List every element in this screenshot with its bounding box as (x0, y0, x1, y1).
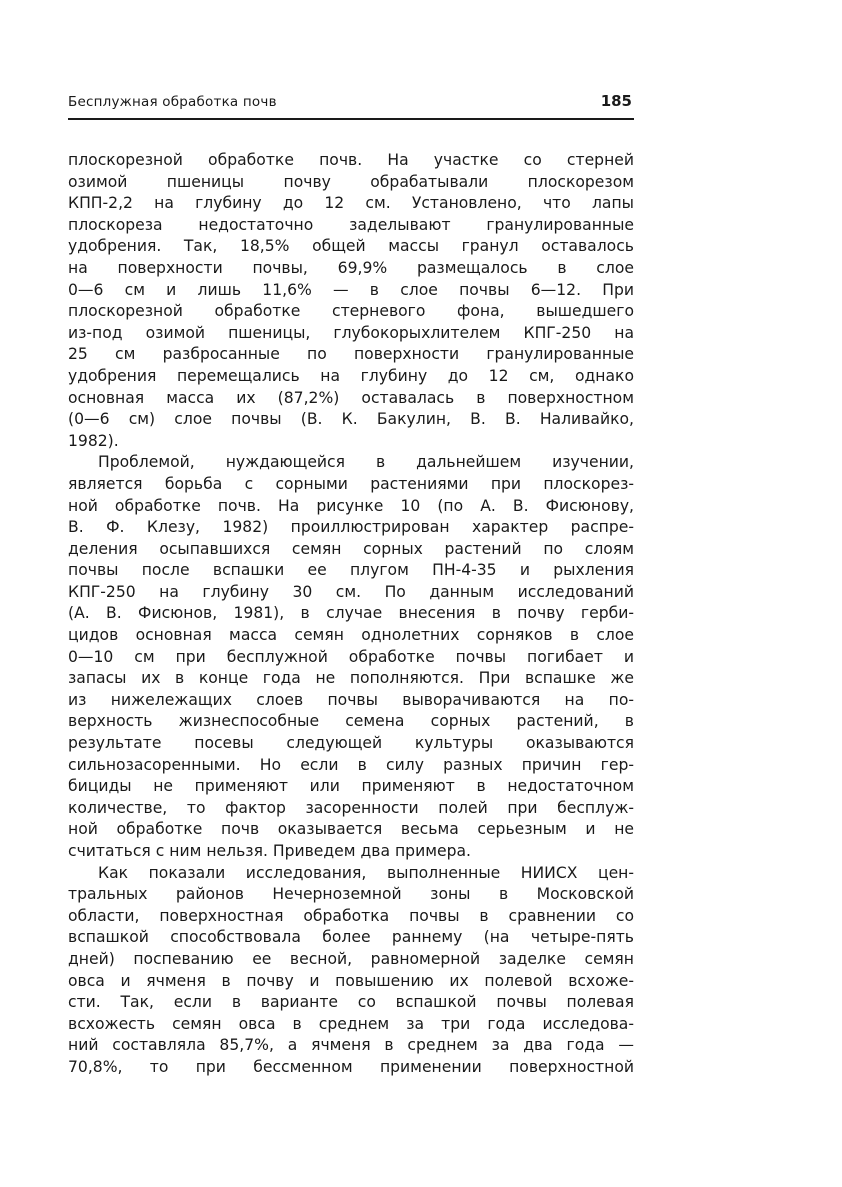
text-line: ной обработке почв. На рисунке 10 (по А. В. Фисюнову, (68, 496, 634, 515)
text-line: Как показали исследования, выполненные НИИСХ цен- (98, 863, 634, 882)
text-line: вспашкой способствовала более раннему (на четыре-пять (68, 928, 634, 947)
text-line: на поверхности почвы, 69,9% размещалось в слое (68, 258, 634, 277)
text-line: (А. В. Фисюнов, 1981), в случае внесения в почву герби- (68, 604, 634, 623)
text-line: запасы их в конце года не пополняются. При вспашке же (68, 669, 634, 688)
body-text (68, 150, 634, 1079)
text-line: ной обработке почв оказывается весьма серьезным и не (68, 820, 634, 839)
text-line: тральных районов Нечерноземной зоны в Московской (68, 885, 634, 904)
text-line: является борьба с сорными растениями при плоскорез- (68, 474, 634, 493)
text-line: области, поверхностная обработка почвы в сравнении со (68, 906, 634, 925)
text-line: удобрения. Так, 18,5% общей массы гранул оставалось (68, 237, 634, 256)
text-line: 25 см разбросанные по поверхности гранулированные (68, 345, 634, 364)
text-line: ний составляла 85,7%, а ячменя в среднем за два года — (68, 1036, 634, 1055)
text-line: удобрения перемещались на глубину до 12 см, однако (68, 366, 634, 385)
text-line: сильнозасоренными. Но если в силу разных причин гер- (68, 755, 634, 774)
text-line: В. Ф. Клезу, 1982) проиллюстрирован характер распре- (68, 518, 634, 537)
text-line: деления осыпавшихся семян сорных растений по слоям (68, 539, 634, 558)
text-line: основная масса их (87,2%) оставалась в поверхностном (68, 388, 634, 407)
text-line: КПГ-250 на глубину 30 см. По данным исследований (68, 582, 634, 601)
text-line: плоскорезной обработке почв. На участке со стерней (68, 151, 634, 169)
text-line: сти. Так, если в варианте со вспашкой почвы полевая (68, 993, 634, 1012)
text-line: считаться с ним нельзя. Приведем два примера. (68, 842, 471, 860)
text-line: результате посевы следующей культуры оказываются (68, 734, 634, 753)
text-line: плоскореза недостаточно заделывают гранулированные (68, 215, 634, 234)
text-line: озимой пшеницы почву обрабатывали плоскорезом (68, 172, 634, 191)
text-line: овса и ячменя в почву и повышению их полевой всхоже- (68, 971, 634, 990)
text-line: 1982). (68, 431, 119, 450)
text-line: 0—6 см и лишь 11,6% — в слое почвы 6—12. При (68, 280, 634, 299)
text-line: цидов основная масса семян однолетних сорняков в слое (68, 626, 634, 645)
text-line: верхность жизнеспособные семена сорных растений, в (68, 712, 634, 731)
text-line: всхожесть семян овса в среднем за три года исследова- (68, 1014, 634, 1033)
text-line: (0—6 см) слое почвы (В. К. Бакулин, В. В. Наливайко, (68, 410, 634, 429)
text-line: Проблемой, нуждающейся в дальнейшем изучении, (98, 453, 634, 472)
running-title: Бесплужная обработка почв (68, 94, 277, 110)
text-line: дней) поспеванию ее весной, равномерной заделке семян (68, 949, 634, 968)
text-line: плоскорезной обработке стерневого фона, вышедшего (68, 302, 634, 321)
text-line: из-под озимой пшеницы, глубокорыхлителем КПГ-250 на (68, 323, 634, 342)
text-line: количестве, то фактор засоренности полей при бесплуж- (68, 798, 634, 817)
text-line: 70,8%, то при бессменном применении поверхностной (68, 1057, 634, 1076)
page-header (68, 92, 634, 120)
page-number: 185 (600, 92, 632, 110)
text-line: почвы после вспашки ее плугом ПН-4-35 и рыхления (68, 561, 634, 580)
text-line: 0—10 см при бесплужной обработке почвы погибает и (68, 647, 634, 666)
text-line: из нижележащих слоев почвы выворачиваются на по- (68, 690, 634, 709)
text-line: КПП-2,2 на глубину до 12 см. Установлено, что лапы (68, 194, 634, 213)
text-line: бициды не применяют или применяют в недостаточном (68, 777, 634, 796)
